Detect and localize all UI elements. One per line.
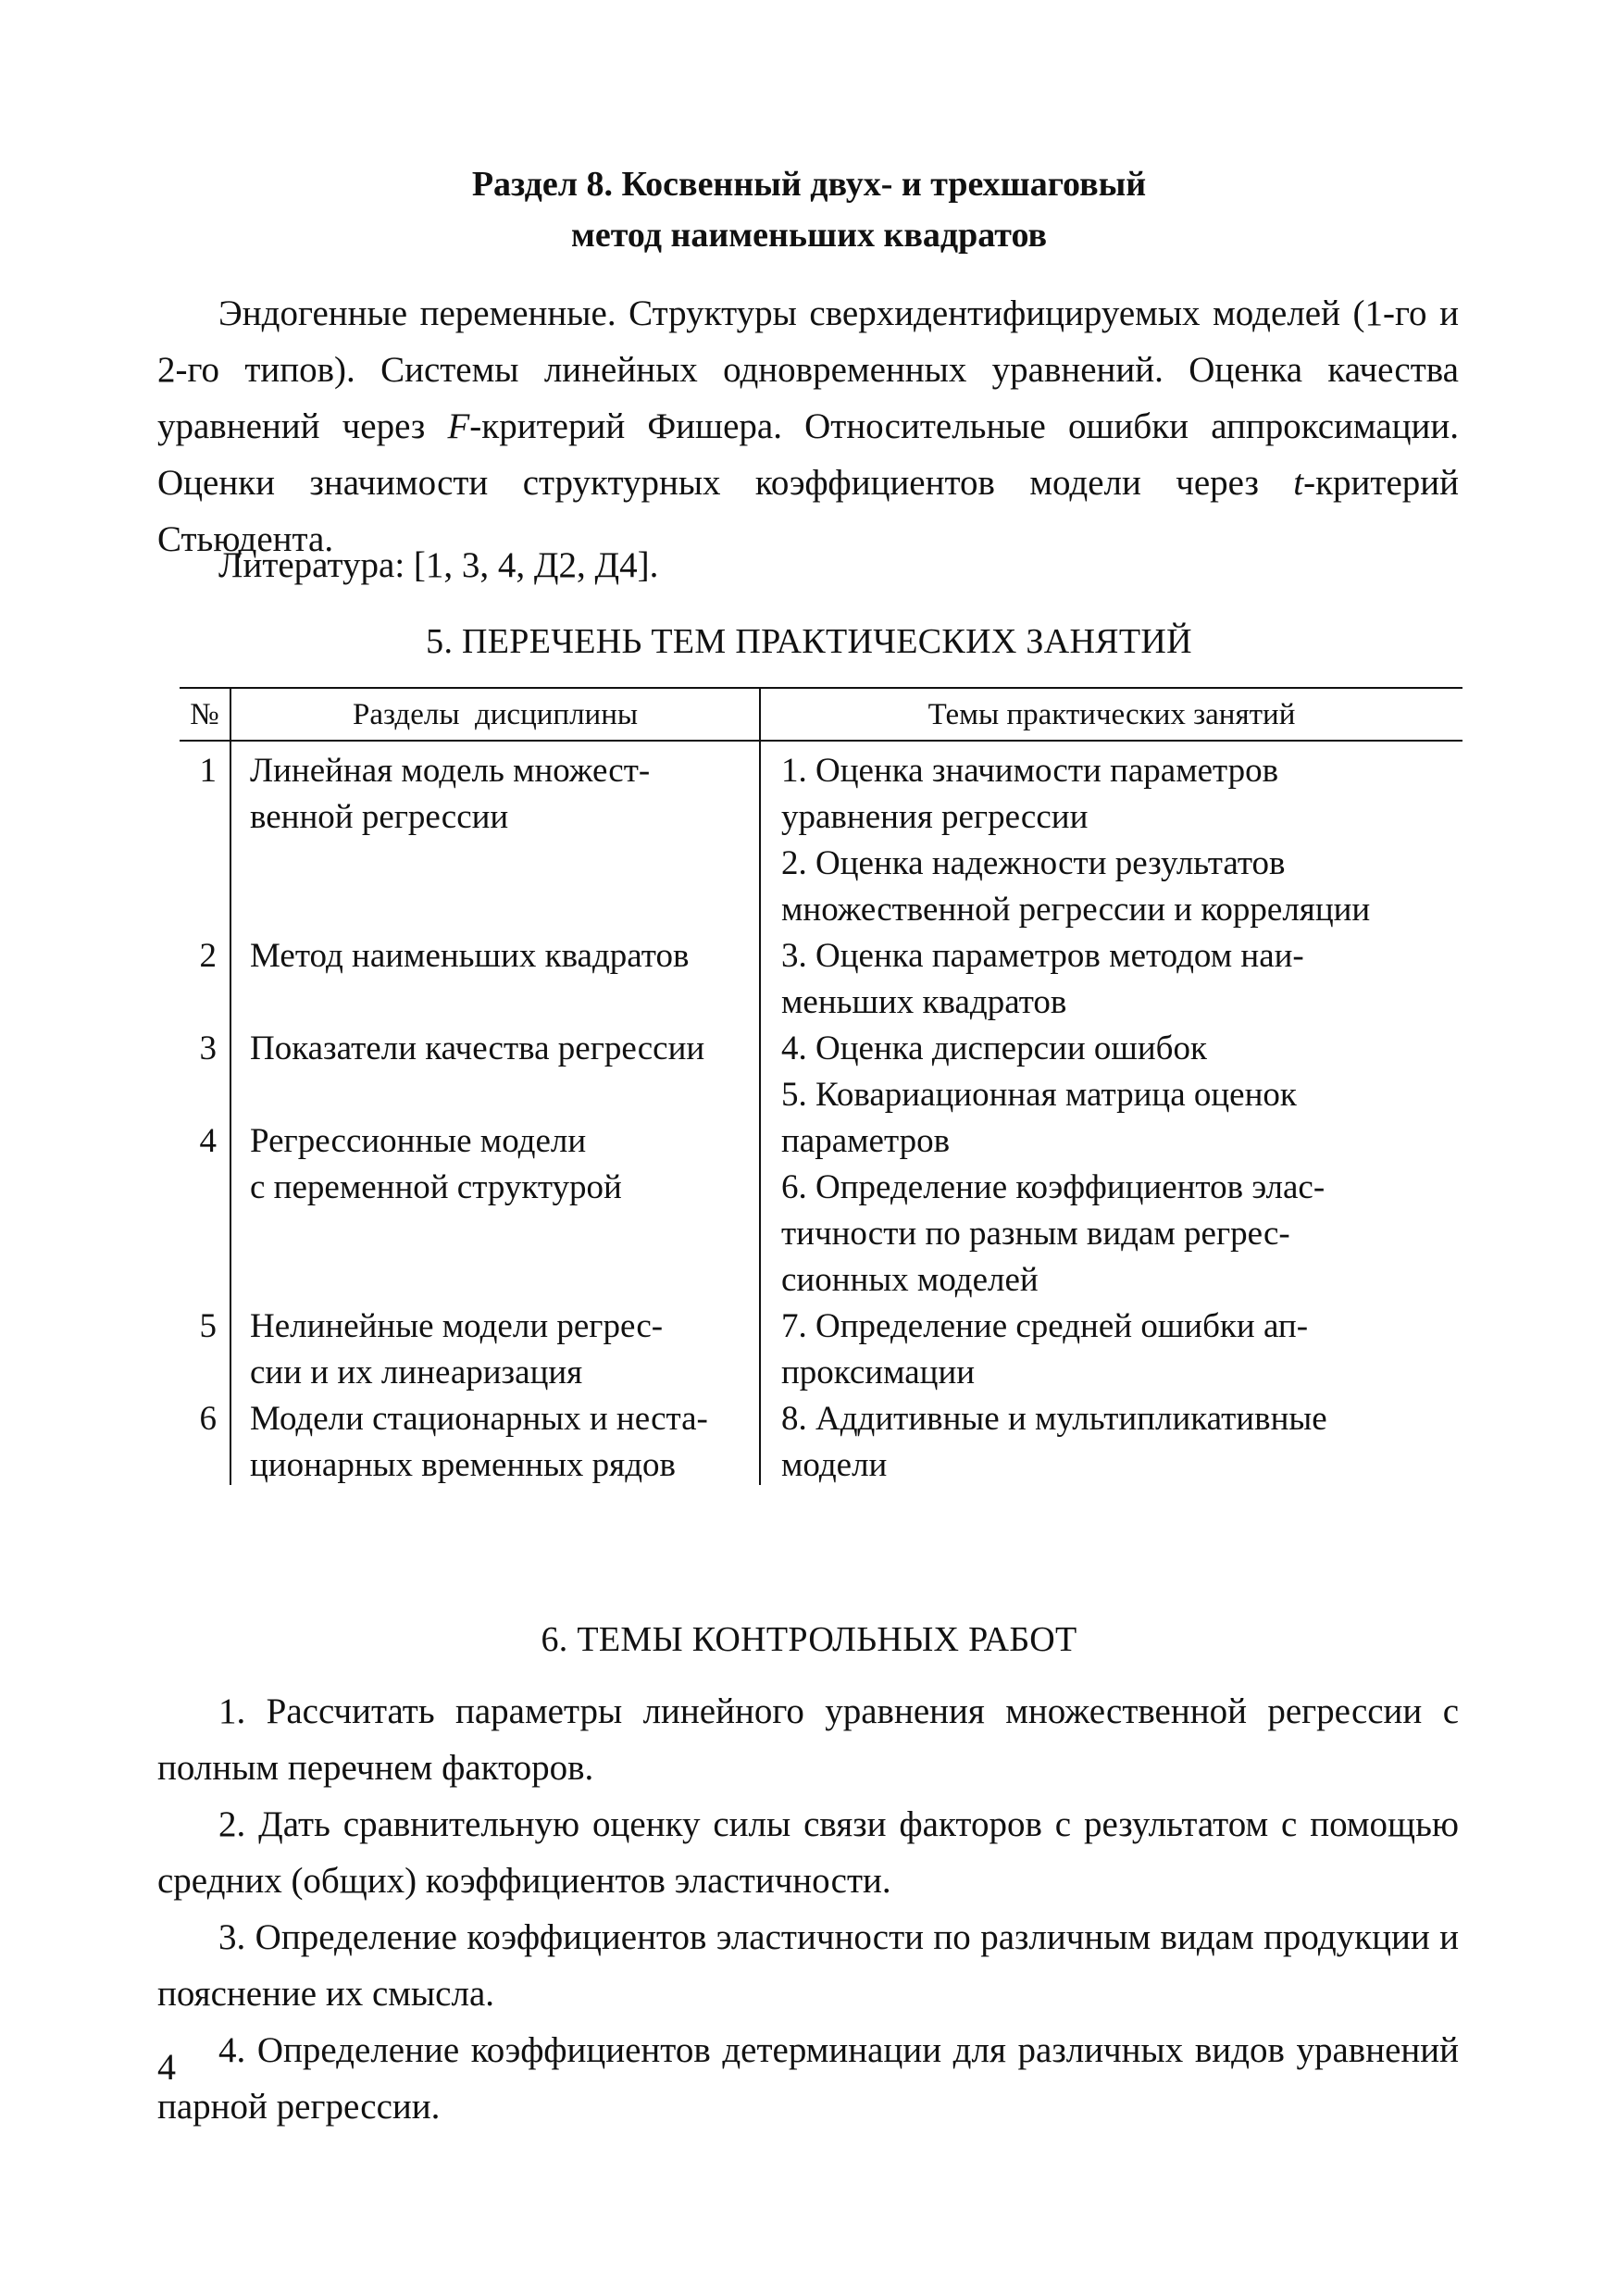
practice-topic: 2. Оценка надежности результатов множественной регрессии и корреляции xyxy=(781,844,1371,929)
discipline-section: Линейная модель множест- венной регрессии xyxy=(250,752,651,836)
row-number: 1 xyxy=(199,752,217,790)
section-title-line-1: Раздел 8. Косвенный двух- и трехшаговый xyxy=(471,165,1147,204)
row-number: 3 xyxy=(199,1029,217,1067)
control-item: 3. Определение коэффициентов эластичности по различным видам продукции и пояснение их смысла. xyxy=(157,1917,1459,2014)
column-header-topics: Темы практических занятий xyxy=(927,698,1296,731)
practice-topic: 4. Оценка дисперсии ошибок xyxy=(781,1029,1207,1067)
paragraph-text-2: -критерий Фишера. Относительные ошибки аппроксимации. Оценки значимости структурных коэффициентов модели через xyxy=(157,406,1459,503)
practice-topic: 7. Определение средней ошибки ап- проксимации xyxy=(781,1307,1309,1391)
practice-table xyxy=(180,687,1462,1485)
discipline-section: Модели стационарных и неста- ционарных временных рядов xyxy=(250,1400,708,1484)
paragraph-italic-f: F xyxy=(447,406,470,446)
table-top-rule xyxy=(180,687,1462,689)
discipline-section: Показатели качества регрессии xyxy=(250,1029,705,1067)
control-heading: 6. ТЕМЫ КОНТРОЛЬНЫХ РАБОТ xyxy=(541,1620,1077,1659)
practice-topic: 8. Аддитивные и мультипликативные модели xyxy=(781,1400,1327,1484)
control-list xyxy=(157,1683,1459,2135)
row-number: 5 xyxy=(199,1307,217,1345)
discipline-section: Регрессионные модели с переменной структурой xyxy=(250,1122,622,1206)
control-item: 2. Дать сравнительную оценку силы связи факторов с результатом с помощью средних (общих) коэффициентов эластичности. xyxy=(157,1804,1459,1901)
literature-line: Литература: [1, 3, 4, Д2, Д4]. xyxy=(218,545,659,585)
discipline-section: Нелинейные модели регрес- сии и их линеаризация xyxy=(250,1307,664,1391)
page-number: 4 xyxy=(157,2046,176,2088)
table-header-rule xyxy=(180,740,1462,742)
control-item: 4. Определение коэффициентов детерминации для различных видов уравнений парной регрессии. xyxy=(157,2030,1459,2127)
section-title-line-2: метод наименьших квадратов xyxy=(570,216,1048,255)
practice-heading: 5. ПЕРЕЧЕНЬ ТЕМ ПРАКТИЧЕСКИХ ЗАНЯТИЙ xyxy=(426,622,1192,661)
practice-topic: 6. Определение коэффициентов элас- тичности по разным видам регрес- сионных моделей xyxy=(781,1168,1326,1299)
practice-topic: 3. Оценка параметров методом наи- меньших квадратов xyxy=(781,937,1304,1021)
section-paragraph xyxy=(157,285,1459,568)
practice-topic: 1. Оценка значимости параметров уравнения регрессии xyxy=(781,752,1279,836)
section-title xyxy=(157,159,1461,261)
paragraph-italic-t: t xyxy=(1293,463,1304,503)
discipline-section: Метод наименьших квадратов xyxy=(250,937,690,975)
paragraph-text-1: Эндогенные переменные. Структуры сверхидентифицируемых моделей (1-го и 2-го типов). Системы линейных одновременных уравнений. Оценка качества уравнений через xyxy=(157,293,1459,446)
paragraph-text-3: -критерий Стьюдента. xyxy=(157,463,1459,559)
table-divider-1 xyxy=(230,687,231,1485)
row-number: 6 xyxy=(199,1400,217,1438)
control-item: 1. Рассчитать параметры линейного уравнения множественной регрессии с полным перечнем факторов. xyxy=(157,1691,1459,1788)
column-header-sections: Разделы дисциплины xyxy=(352,698,639,731)
column-header-number: № xyxy=(190,698,219,731)
row-number: 4 xyxy=(199,1122,217,1160)
row-number: 2 xyxy=(199,937,217,975)
practice-topic: 5. Ковариационная матрица оценок параметров xyxy=(781,1076,1297,1160)
